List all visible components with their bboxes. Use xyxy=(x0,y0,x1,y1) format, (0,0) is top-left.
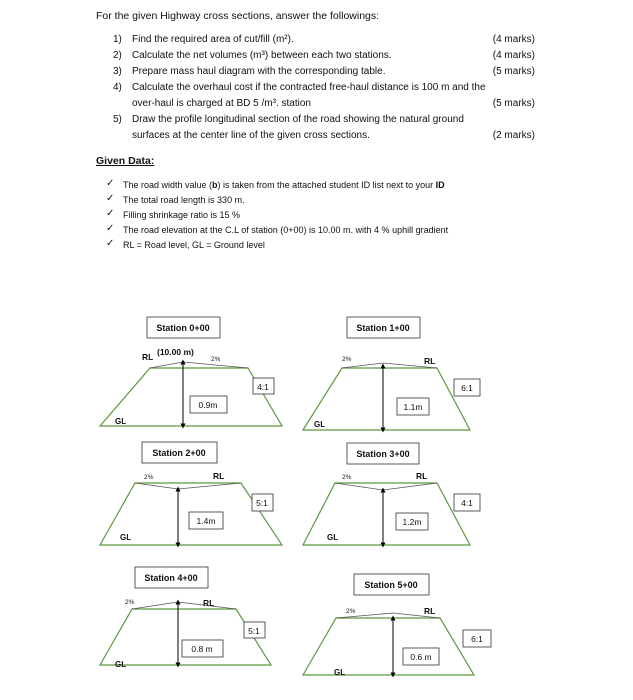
station-title: Station 1+00 xyxy=(356,323,410,333)
check-icon: ✓ xyxy=(106,238,115,249)
station-0-section xyxy=(100,317,282,426)
depth-label: 1.4m xyxy=(196,516,216,526)
check-icon: ✓ xyxy=(106,193,115,204)
gl-label: GL xyxy=(314,420,326,429)
question-text: Find the required area of cut/fill (m²). xyxy=(132,34,294,45)
check-icon: ✓ xyxy=(106,178,115,189)
question-text: Draw the profile longitudinal section of the road showing the natural ground xyxy=(132,114,464,125)
station-title: Station 2+00 xyxy=(152,448,206,458)
road-crown xyxy=(132,602,236,609)
station-1-section xyxy=(303,317,480,430)
slope-label: 5:1 xyxy=(248,626,260,636)
road-width-label: (10.00 m) xyxy=(157,347,194,357)
question-number: 4) xyxy=(113,82,122,93)
grade-label: 2% xyxy=(346,608,356,615)
check-icon: ✓ xyxy=(106,223,115,234)
given-data-heading: Given Data: xyxy=(96,155,155,167)
given-item: RL = Road level, GL = Ground level xyxy=(123,240,265,250)
check-icon: ✓ xyxy=(106,208,115,219)
depth-label: 1.2m xyxy=(402,517,422,527)
station-5-section xyxy=(303,574,491,677)
grade-label: 2% xyxy=(211,356,221,363)
slope-label: 6:1 xyxy=(471,634,483,644)
section-outline xyxy=(303,368,470,430)
grade-label: 2% xyxy=(342,356,352,363)
road-crown xyxy=(335,483,437,490)
question-text: Calculate the overhaul cost if the contracted free-haul distance is 100 m and the xyxy=(132,82,486,93)
question-text: Calculate the net volumes (m³) between each two stations. xyxy=(132,50,392,61)
given-item: The total road length is 330 m. xyxy=(123,195,245,205)
question-text-cont: over-haul is charged at BD 5 /m³. station xyxy=(132,98,311,109)
gl-label: GL xyxy=(120,533,132,542)
rl-label: RL xyxy=(424,606,436,616)
gl-label: GL xyxy=(115,660,127,669)
grade-label: 2% xyxy=(342,474,352,481)
depth-label: 0.9m xyxy=(198,400,218,410)
slope-label: 5:1 xyxy=(256,498,268,508)
station-title: Station 5+00 xyxy=(364,580,418,590)
rl-label: RL xyxy=(142,352,154,362)
depth-label: 0.8 m xyxy=(191,644,213,654)
depth-label: 1.1m xyxy=(403,402,423,412)
question-number: 1) xyxy=(113,34,122,45)
intro-text: For the given Highway cross sections, answer the followings: xyxy=(96,10,380,22)
gl-label: GL xyxy=(327,533,339,542)
given-item: The road width value (b) is taken from the attached student ID list next to your ID xyxy=(123,180,445,190)
question-text: Prepare mass haul diagram with the corresponding table. xyxy=(132,66,386,77)
slope-label: 4:1 xyxy=(461,498,473,508)
question-marks: (5 marks) xyxy=(492,66,535,77)
road-crown xyxy=(342,363,437,368)
station-title: Station 3+00 xyxy=(356,449,410,459)
road-crown xyxy=(150,362,248,368)
rl-label: RL xyxy=(213,471,225,481)
depth-label: 0.6 m xyxy=(410,652,432,662)
question-marks: (4 marks) xyxy=(492,34,535,45)
question-marks: (4 marks) xyxy=(492,50,535,61)
station-2-section xyxy=(100,442,282,545)
grade-label: 2% xyxy=(125,599,135,606)
station-title: Station 0+00 xyxy=(156,323,210,333)
question-number: 3) xyxy=(113,66,122,77)
grade-label: 2% xyxy=(144,474,154,481)
question-number: 5) xyxy=(113,114,122,125)
station-3-section xyxy=(303,443,480,545)
section-outline xyxy=(303,618,474,675)
rl-label: RL xyxy=(203,598,215,608)
station-4-section xyxy=(100,567,271,669)
gl-label: GL xyxy=(334,668,346,677)
question-marks: (2 marks) xyxy=(492,130,535,141)
gl-label: GL xyxy=(115,417,127,426)
given-item: The road elevation at the C.L of station (0+00) is 10.00 m. with 4 % uphill gradient xyxy=(123,225,449,235)
slope-label: 6:1 xyxy=(461,383,473,393)
rl-label: RL xyxy=(416,471,428,481)
given-item: Filling shrinkage ratio is 15 % xyxy=(123,210,241,220)
station-title: Station 4+00 xyxy=(144,573,198,583)
question-marks: (5 marks) xyxy=(492,98,535,109)
road-crown xyxy=(135,483,241,489)
question-number: 2) xyxy=(113,50,122,61)
rl-label: RL xyxy=(424,356,436,366)
question-text-cont: surfaces at the center line of the given cross sections. xyxy=(132,130,370,141)
slope-label: 4:1 xyxy=(257,382,269,392)
